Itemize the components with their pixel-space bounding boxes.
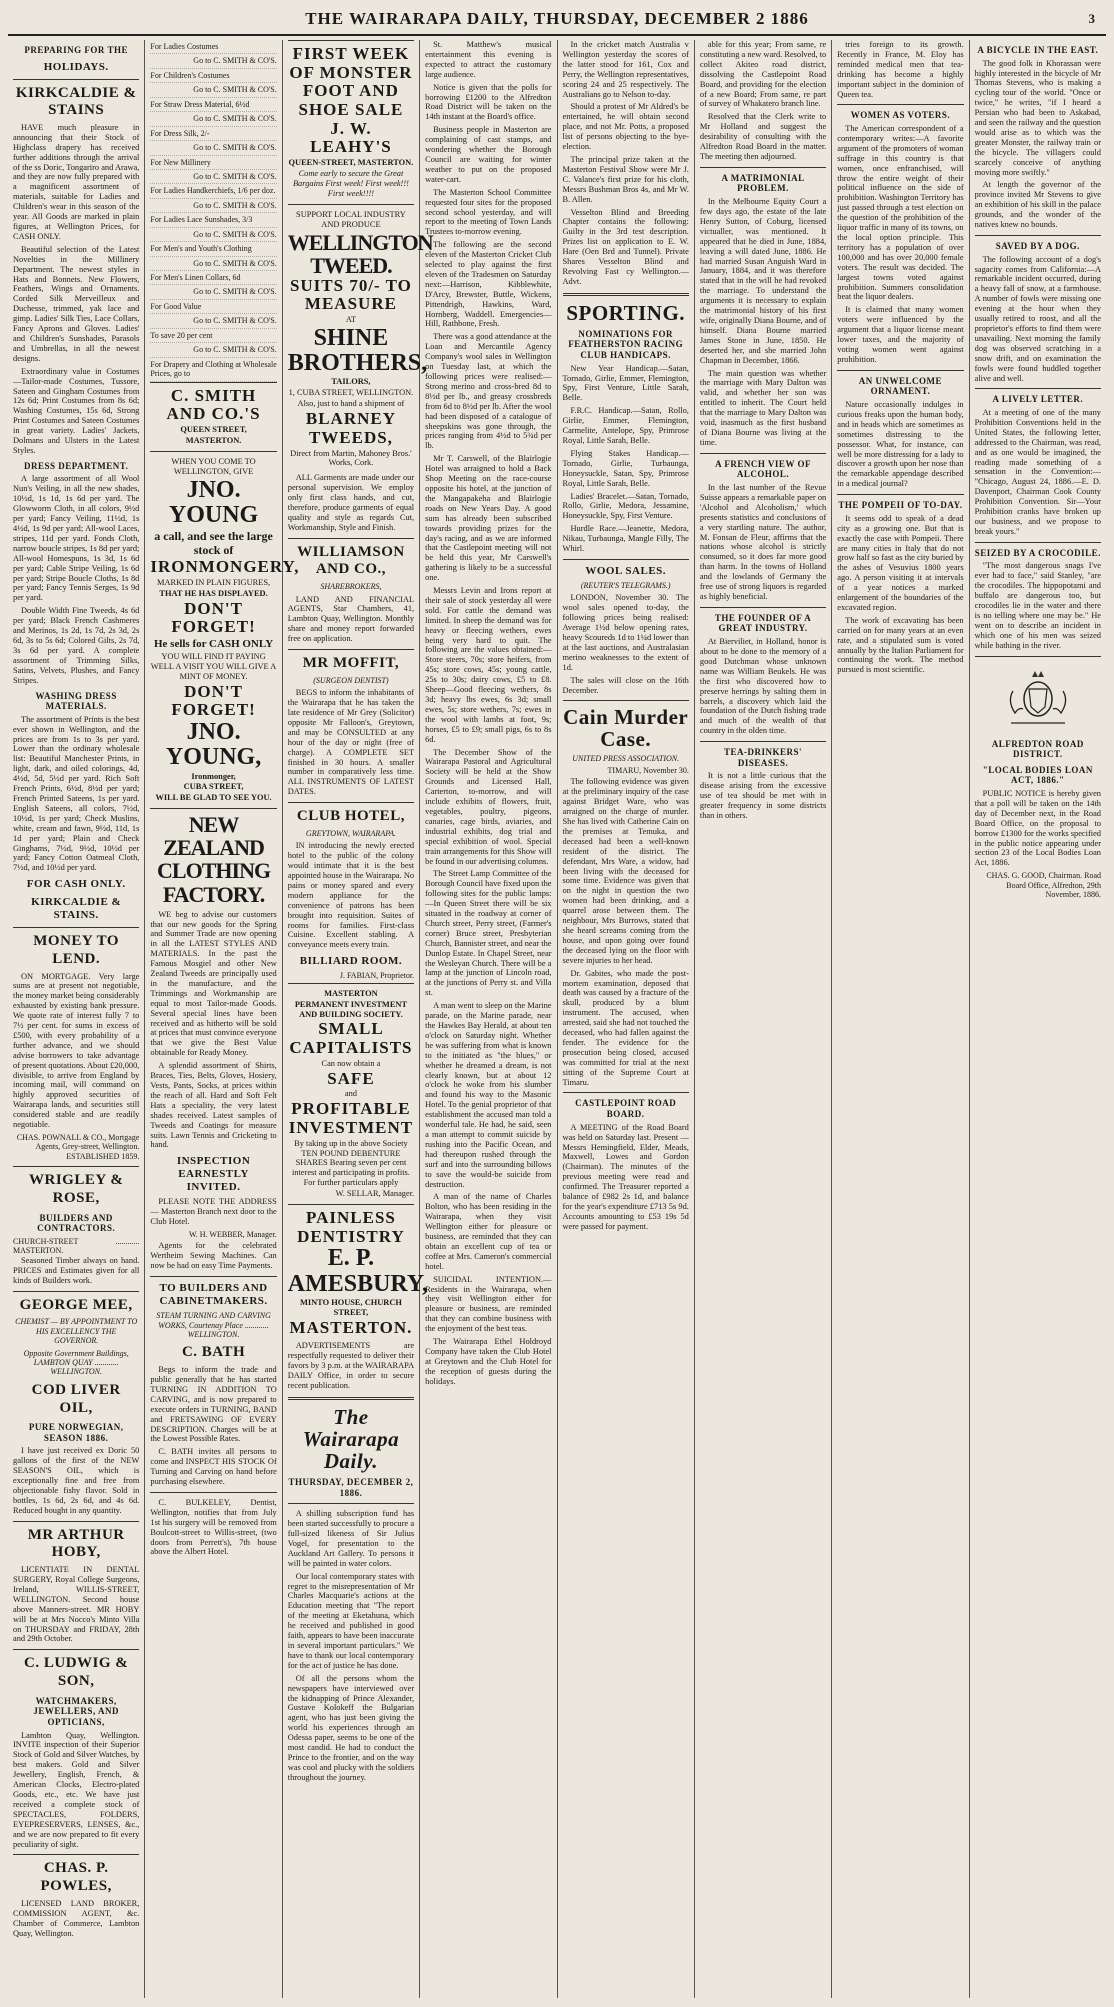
women-voters-heading: WOMEN AS VOTERS.: [850, 110, 951, 121]
nomination: New Year Handicap.—Satan, Tornado, Girlie, Emmer, Flemington, Spy, First Venture, Little Sarah, Belle.: [562, 363, 689, 403]
dog-heading: SAVED BY A DOG.: [995, 241, 1080, 252]
young-ironmongery: IRONMONGERY,: [150, 557, 300, 577]
founder-heading: THE FOUNDER OF A GREAT INDUSTRY.: [714, 612, 812, 634]
wrigley-sub: BUILDERS AND CONTRACTORS.: [37, 1212, 116, 1234]
news-paragraph: The Masterton School Committee requested four sites for the proposed second school yesterday, and will report to the meeting of Town Lands Trustees to-morrow evening.: [425, 187, 552, 237]
news-paragraph: SUICIDAL INTENTION.—Residents in the Wairarapa, when they visit Wellington either for pleasure or business, are reminded that they can combine business with the enjoyment of the best teas.: [425, 1274, 552, 1334]
money-lend-heading: MONEY TO LEND.: [33, 933, 120, 967]
cain-body-2: Dr. Gabites, who made the post-mortem examination, deposed that death was caused by a fracture of the skull, produced by a blunt instrument. The accused, when arrested, said she had not touched the deceased, who had fallen against the fender. The evidence for the prosecution being closed, accused was committed for trial at the next sitting of the Supreme Court at Timaru.: [562, 968, 689, 1087]
column-2: [145, 40, 300, 1998]
tweed-heading: WELLINGTON TWEED.: [287, 229, 433, 278]
smith-town: MASTERTON.: [185, 435, 242, 445]
smith-line: Go to C. SMITH & CO'S.: [150, 343, 276, 357]
shine-heading: SHINE BROTHERS,: [287, 325, 428, 377]
smith-line: Go to C. SMITH & CO'S.: [150, 285, 276, 299]
column-3: [283, 40, 433, 1998]
builders-heading: TO BUILDERS AND CABINETMAKERS.: [159, 1282, 268, 1308]
news-paragraph: There was a good attendance at the Loan and Mercantile Agency Company's wool sales in Wellington on Tuesday last, at which the following prices were realised:—Strong merino and cross-bred 8d to 8½d per lb., and greasy crossbreds from 6d to 8½d per lb. After the wool had been disposed of a catalogue of sheepskins was gone through, the prices ranging from 4½d to 5¾d per lb.: [425, 332, 552, 451]
young-glad: WILL BE GLAD TO SEE YOU.: [155, 793, 272, 803]
news-paragraph: A man of the name of Charles Bolton, who has been residing in the Wairarapa, when they visit Wellington either for pleasure or business, are reminded that they can obtain an excellent cup of tea or coffee at Mrs. Cameron's commercial hotel.: [425, 1192, 552, 1271]
letter-body: At a meeting of one of the many Prohibition Conventions held in the United States, the following letter, addressed to the Chairman, was read, and as one would be imagined, the reading made something of a sensation in the Convention:— "Chicago, August 24, 1886.—E. D. Davenport, Chairman Cook County Prohibition Convention. Sir—Your Prohibition cranks have broken up our business, and we propose to break yours.": [974, 408, 1101, 536]
smith-line: Go to C. SMITH & CO'S.: [150, 112, 276, 126]
ludwig-sub: WATCHMAKERS, JEWELLERS, AND OPTICIANS,: [33, 1695, 119, 1727]
crocodile-body: "The most dangerous snags I've ever had to face," said Stanley, "are the crocodiles. The hippopotami and buffalo are dangerous too, but crocodiles lie in the water and there is no telling where one may be." He went on to describe an incident in which one of his men was seized while bathing in the river.: [974, 561, 1101, 650]
leahy-address: QUEEN-STREET, MASTERTON.: [288, 158, 414, 168]
smith-line: Go to C. SMITH & CO'S.: [150, 141, 276, 155]
wool-sales-sub: (REUTER'S TELEGRAMS.): [580, 580, 671, 590]
kirkcaldie-body-5: The assortment of Prints is the best ever shown in Wellington, and the prices are from 1s to 3s per yard. Lower than the ordinary wholesale list: Beautiful Manchester Prints, in light, dark, and oiled colorings, 4d, 4½d, 5d, 5½d per yard. Rich Soft French Prints, 6½d, 8½d per yard; French Printed Sateens, 1s per yard. English Sateens, all colors, 7½d, 10½d, 1s per yard; Check Muslins, white, cream and fawn, 9½d, 11d, 1s 1d per yard; Plain and Check Ginghams, 7½d, 9½d, 10½d per yard; Fancy Cotton Oatmeal Cloth, 7½d, and 10½d per yard.: [13, 714, 140, 873]
news-paragraph: Resolved that the Clerk write to Mr Holland and suggest the desirability of consulting with the Alfredton Road Board in the matter. The meeting then adjourned.: [699, 112, 827, 161]
columns: [8, 40, 1106, 1998]
nz-clothing-ad: [150, 808, 276, 909]
news-paragraph: The December Show of the Wairarapa Pastoral and Agricultural Society will be held at the Show Grounds and Licensed Hall, Carterton, to-morrow, and will include exhibits of flowers, fruit, vegetables, poultry, pigeons, canaries, cage birds, aviaries, and industrial exhibits, dog trial and special exhibition of wool. Special train arrangements for this Show will be found in our advertising columns.: [425, 747, 552, 866]
blarney-body: Direct from Martin, Mahoney Bros.' Works, Cork.: [290, 448, 412, 468]
smith-line: To save 20 per cent: [150, 329, 276, 343]
moffit-sub: (SURGEON DENTIST): [313, 675, 389, 685]
editorial-2: Our local contemporary states with regret to the misrepresentation of Mr Charles Macquarie's actions at the Education meeting that "The report of the meeting at Eketahuna, which he received and published in good faith, appears to have been inaccurate in several important particulars." We have to thank our local contemporary for the act of justice he has done.: [287, 1571, 415, 1670]
nomination: Ladies' Bracelet.—Satan, Tornado, Rollo, Girlie, Medora, Jessamine, Honeysuckle, Spy, First Venture.: [562, 491, 689, 521]
amesbury-heading: E. P. AMESBURY,: [287, 1245, 429, 1297]
mee-sub: CHEMIST — BY APPOINTMENT TO HIS EXCELLENCY THE GOVERNOR.: [15, 1317, 138, 1346]
codliver-heading: COD LIVER OIL,: [31, 1381, 121, 1416]
building-society-ad: [288, 983, 414, 1204]
smith-line: Go to C. SMITH & CO'S.: [150, 228, 276, 242]
smith-ad: [150, 382, 276, 451]
nomination: Hurdle Race.—Jeanette, Medora, Nikau, Turbaunga, Mangle Filly, The Whirl.: [562, 524, 689, 554]
profitable-label: PROFITABLE INVESTMENT: [288, 1099, 414, 1137]
cain-sub: UNITED PRESS ASSOCIATION.: [572, 753, 680, 763]
editorial-3: Of all the persons whom the newspapers have interviewed over the kidnapping of Prince Alexander, Gustave Kolokeff the Bulgarian agent, who has just been giving the world his experiences through an Odessa paper, seems to be one of the most candid. He had to conduct the Prince to the frontier, and on the way was cool and plucky with the soldiers throughout the journey.: [287, 1673, 415, 1782]
smith-line: Go to C. SMITH & CO'S.: [150, 170, 276, 184]
nz-address: PLEASE NOTE THE ADDRESS— Masterton Branch next door to the Club Hotel.: [150, 1197, 277, 1227]
safe-label: SAFE: [327, 1068, 375, 1088]
bath-body: Begs to inform the trade and public generally that he has started TURNING IN ADDITION TO CARVING, and is now prepared to execute orders in TURNING, BAND and FRETSAWING OF EVERY DESCRIPTION. Charges will be at the Lowest Possible Rates.: [150, 1365, 277, 1444]
bulkeley-notice: C. BULKELEY, Dentist, Wellington, notifies that from July 1st his surgery will be removed from Boulcott-street to Willis-street, (two doors from Perrett's), 7th house above the Albert Hotel.: [150, 1497, 277, 1557]
nomination: Flying Stakes Handicap.—Tornado, Girlie, Turbaunga, Honeysuckle, Satan, Spy, Primrose Royal, Little Sarah, Belle.: [562, 448, 689, 488]
ornament-body: Nature occasionally indulges in curious freaks upon the human body, and in heads which are sometimes as sometimes distressing to the possessor. What, for instance, can well be more distressing for a lady to discover a growth upon her nose than the remarkable appendage described in a medical journal?: [837, 400, 964, 489]
smith-line: Go to C. SMITH & CO'S.: [150, 83, 276, 97]
ornament-heading: AN UNWELCOME ORNAMENT.: [858, 375, 943, 397]
blarney-pre: Also, just to hand a shipment of: [297, 399, 405, 409]
young-ad: [150, 451, 300, 809]
nominations-heading: NOMINATIONS FOR FEATHERSTON RACING CLUB HANDICAPS.: [568, 328, 684, 361]
ludwig-body: Lambton Quay, Wellington. INVITE inspection of their Superior Stock of Gold and Silver Watches, by best makers. Gold and Silver Jewellery, English, French, & American Clocks, Electro-plated Goods, etc., etc. We have just received a complete stock of SPECTACLES, FOLDERS, EYEPRESERVERS, LENSES, &c., and we are now prepared to fit every peculiarity of sight.: [13, 1730, 140, 1849]
matrimonial-heading: A MATRIMONIAL PROBLEM.: [721, 172, 805, 194]
smith-line: For Men's and Youth's Clothing: [150, 242, 276, 256]
column-4: [420, 40, 557, 1998]
young-displayed: THAT HE HAS DISPLAYED.: [159, 588, 268, 598]
blarney-heading: BLARNEY TWEEDS,: [305, 409, 396, 447]
bath-heading: C. BATH: [181, 1344, 246, 1361]
mee-heading: GEORGE MEE,: [19, 1296, 133, 1313]
codliver-sub: PURE NORWEGIAN, SEASON 1886.: [28, 1422, 124, 1443]
dont-forget: DON'T FORGET!: [171, 598, 256, 637]
leahy-heading: J. W. LEAHY'S: [310, 118, 392, 157]
pompeii-heading: THE POMPEII OF TO-DAY.: [838, 500, 963, 511]
dentistry-ad: [287, 1204, 429, 1341]
news-paragraph: Vesselton Blind and Breeding Chapter contains the following: Guilty in the 3rd test description. Prizes list on application to E. W. Hare (Oen Brd and Tunnel). Private Shares Vesselton Blind and Revolving Fast cy Wellington.—Advt.: [562, 207, 689, 286]
kirkcaldie-body-3: A large assortment of all Wool Nun's Veiling, in all the new shades, 10½d, 1s 1d, 1s 6d per yard. The Glowworm Cloth, in all colors, 9½d per yard; Fancy Veiling, 11½d, 1s 4½d, 1s 9d per yard; All-wool Laces, stripes, 11d per yard. Fonds Cloth, narrow boucle stripes, 1s 8d per yard; All-wool Homespuns, 1s 3d, 1s 6d per yard; Cable Stripe Veiling, 1s 6d per yard; Stripe Boucle Cloths, 1s 8d per yard; Fancy Tennis Serges, 1s 9d per yard.: [13, 474, 140, 603]
young-call: a call, and see the large stock of: [154, 528, 273, 558]
column-1: [8, 40, 145, 1998]
column-7: [832, 40, 969, 1998]
hoby-heading: MR ARTHUR HOBY,: [27, 1526, 125, 1561]
nomination: F.R.C. Handicap.—Satan, Rollo, Girlie, Emmer, Flemington, Carmelite, Antelope, Spy, Primrose Royal, Little Sarah, Belle.: [562, 406, 689, 445]
news-paragraph: The following are the second eleven of the Masterton Cricket Club selected to play against the first eleven of the Tradesmen on Saturday next:—Harrison, Kibblewhite, D'Arcy, Brewster, Buttle, Wickens, Pittendrigh, Hawkins, Ward, Hornberg, Waddell. Emergencies—Hill, Rathbone, Fresh.: [425, 240, 552, 329]
tea-heading: TEA-DRINKERS' DISEASES.: [724, 747, 803, 768]
alfredton-body: PUBLIC NOTICE is hereby given that a poll will be taken on the 14th day of December next, in the Road Board Office, on the proposal to borrow £1300 for the works specified in the public notice appearing under section 23 of the Local Bodies Loan Act, 1886.: [974, 789, 1101, 868]
young-name-2: JNO. YOUNG,: [165, 719, 262, 771]
crocodile-heading: SEIZED BY A CROCODILE.: [974, 547, 1101, 558]
young-marked: MARKED IN PLAIN FIGURES,: [157, 577, 271, 587]
news-paragraph: tries foreign to its growth. Recently in France, M. Eloy has reminded medical men that tea-drinking has become a highly important subject in the dominion of Queen tea.: [837, 40, 964, 99]
nz-signature: W. H. WEBBER, Manager.: [188, 1229, 277, 1239]
billiard-room: BILLIARD ROOM.: [299, 955, 403, 968]
masthead-title: THE WAIRARAPA DAILY, THURSDAY, DECEMBER 2 1886: [305, 9, 809, 28]
masterton-label: MASTERTON: [324, 988, 378, 998]
smith-line: Go to C. SMITH & CO'S.: [150, 199, 276, 213]
smith-line: Go to C. SMITH & CO'S.: [150, 54, 276, 68]
founder-body: At Bierviliet, in Holland, honor is about to be done to the memory of a good Dutchman whose unknown name was William Beukels. He was the first who discovered how to preserve herrings by salting them in barrels, a discovery which laid the foundation of the Dutch fishing trade and much of the wealth of that country in the olden time.: [699, 637, 827, 736]
alfredton-signature: CHAS. G. GOOD, Chairman. Road Board Office, Alfredton, 29th November, 1886.: [986, 871, 1101, 900]
nz-body: WE beg to advise our customers that our new goods for the Spring and Summer Trade are now opening in all the LATEST STYLES AND MATERIALS. In the past the Famous Mosgiel and other New Zealand Tweeds are principally used in the manufacture, and the Trimmings and Workmanship are equal to most Tailor-made Goods. Several special lines have been received and as hitherto will be sold at prices that must convince everyone that we give the Best Value obtainable for Ready Money.: [150, 909, 277, 1058]
column-8: [970, 40, 1106, 1998]
masthead: [8, 4, 1106, 36]
shine-address: 1, CUBA STREET, WELLINGTON.: [288, 388, 414, 398]
kirkcaldie-footer: KIRKCALDIE & STAINS.: [31, 896, 122, 922]
hoby-body: LICENTIATE IN DENTAL SURGERY, Royal College Surgeons, Ireland, WILLIS-STREET, WELLINGTON. Second house above Manners-street. MR HOBY will be at Mrs Nocco's Minto Villa on THURSDAY and FRIDAY, 28th and 29th October.: [13, 1565, 140, 1644]
young-trade: Ironmonger,: [191, 771, 236, 781]
tweed-at: AT: [345, 315, 357, 325]
builders-body: STEAM TURNING AND CARVING WORKS, Courtenay Place ............ WELLINGTON.: [156, 1311, 271, 1339]
cain-heading: Cain Murder Case.: [563, 705, 689, 752]
smith-line: For Dress Silk, 2/-: [150, 127, 276, 141]
wrigley-heading: WRIGLEY & ROSE,: [29, 1172, 124, 1206]
dress-department-heading: DRESS DEPARTMENT.: [24, 460, 129, 471]
paper-dateline: THURSDAY, DECEMBER 2, 1886.: [288, 1477, 414, 1498]
kirkcaldie-intro: HAVE much pleasure in announcing that their Stock of Highclass drapery has received further additions through the arrival of the ss Doric, Tongariro and Arawa, and they are now fully prepared with a magnificent assortment of materials, suitable for Ladies and Children's wear in this season of the year. All Goods are marked in plain figures, at Wellington Prices, for CASH ONLY.: [13, 122, 140, 241]
inspection-invited: INSPECTION EARNESTLY INVITED.: [176, 1155, 251, 1194]
smith-line: For Children's Costumes: [150, 69, 276, 83]
smith-line: For Straw Dress Material, 6½d: [150, 98, 276, 112]
cain-body: The following evidence was given at the preliminary inquiry of the case against Bridget Ware, who was arraigned on the charge of murder. She has lived with Catherine Cain on the premises at Temuka, and deceased had been a well-known resident of the district. The defendant, Mrs Ware, a widow, had been living with the deceased for some time. Evidence was given that on the night in question the two women had been drinking, and a quarrel arose between them. The neighbour, Mrs Burrows, stated that she heard screams coming from the house, and upon going over found the deceased lying on the floor with severe injuries to her head.: [562, 777, 689, 965]
holidays-heading: HOLIDAYS.: [43, 60, 109, 73]
club-hotel-signature: J. FABIAN, Proprietor.: [339, 971, 415, 981]
bicycle-body-2: At length the governor of the province invited Mr Stevens to give an exhibition of his skill in the palace grounds, and the wonder of the natives knew no bounds.: [974, 180, 1101, 230]
permanent-label: PERMANENT INVESTMENT AND BUILDING SOCIETY.: [294, 999, 408, 1019]
painless-heading: PAINLESS DENTISTRY: [297, 1208, 405, 1246]
garments-body: ALL Garments are made under our personal supervision. We employ only first class hands, and cut, therefore, produce garments of equal quality and style as regards Cut, Workmanship, Style and Finish.: [287, 473, 415, 532]
news-paragraph: In the cricket match Australia v Wellington yesterday the scores of the latter stood for 161, Cox and Perry, the Wellington representatives, scoring 24 and 25 respectively. The Australians go to Nelson to-day.: [562, 40, 689, 99]
smith-line: For New Millinery: [150, 156, 276, 170]
kirkcaldie-body-4: Double Width Fine Tweeds, 4s 6d per yard; Black French Cashmeres and Merinos, 1s 2d, 1s 7d, 2s 3d, 2s 6d, 3s to 5s 6d; Colored Gilts, 2s 7d, 3s 6d per yard. A complete assortment of Trimming Silks, Satins, Velvets, Plushes, and Fancy Stripes.: [13, 606, 140, 685]
alcohol-heading: A FRENCH VIEW OF ALCOHOL.: [715, 458, 812, 480]
moffit-body: BEGS to inform the inhabitants of the Wairarapa that he has taken the late residence of Mr Grey (Solicitor) opposite Mr Falloon's, Greytown, and may be CONSULTED at any hour of the day or night (free of charge). A COMPLETE SET finished in 30 hours. A smaller number in comparatively less time. ALL INSTRUMENTS OF LATEST DATES.: [287, 688, 415, 797]
tweed-suits: SUITS 70/- TO MEASURE: [289, 275, 412, 314]
williamson-sub: SHAREBROKERS,: [320, 582, 382, 592]
smith-line: Go to C. SMITH & CO'S.: [150, 257, 276, 271]
editorial-1: A shilling subscription fund has been started successfully to procure a full-sized likeness of Sir Julius Vogel, for presentation to the Auckland Art Gallery. To persons it will be painted in water colors.: [287, 1509, 415, 1568]
moffit-heading: MR MOFFIT,: [302, 655, 400, 672]
smith-line: For Men's Linen Collars, 6d: [150, 271, 276, 285]
powles-body: LICENSED LAND BROKER, COMMISSION AGENT, &c. Chamber of Commerce, Lambton Quay, Wellington.: [13, 1898, 140, 1938]
young-name: JNO. YOUNG: [168, 476, 259, 528]
news-paragraph: able for this year; From same, re constituting a new ward. Resolved, to collect Akiteo road district, dissolving the Castlepoint Road Board, and providing for the election of a new Board; From same, re part of survey of Whakatero branch line.: [699, 40, 827, 109]
column-5: [558, 40, 695, 1998]
royal-arms-icon: [975, 663, 1101, 733]
sale-ad: [288, 40, 414, 204]
loan-act-heading: "LOCAL BODIES LOAN ACT, 1886.": [982, 764, 1093, 786]
club-hotel-body: IN introducing the newly erected hotel to the public of the colony would intimate that it is the best appointed house in the Wairarapa. No pains or money spared and every modern appliance for the convenience of patrons has been brought into requisition. Suites of rooms for families. First-class Cuisine. Excellent stabling. A conveyance meets every train.: [287, 841, 415, 950]
matrimonial-body-2: The main question was whether the marriage with Mary Dalton was valid, and whether her son was entitled to inherit. The Court held that the marriage to Mary Dalton was void, inasmuch as the first husband of Diana Bourne was living at the time.: [699, 368, 827, 447]
castlepoint-body: A MEETING of the Road Board was held on Saturday last. Present — Messrs Hemingfield, Elder, Meads, Maxwell, Lowes and Gordon (Chairman). The minutes of the previous meeting were read and confirmed. The Treasurer reported a balance of £982 2s 1d, and balance for the year's expenditure £713 5s 9d. Accounts amounting to £53 19s 5d were passed for payment.: [562, 1122, 689, 1231]
nz-heading: NEW ZEALAND: [163, 812, 264, 861]
nz-heading-2: CLOTHING FACTORY.: [157, 858, 271, 907]
matrimonial-body: In the Melbourne Equity Court a few days ago, the estate of the late Henry Sutton, of Coburg, licensed victualler, was mentioned. It appeared that he died in June, 1884, leaving a will dated June, 1886. He had married Susan Anguish Ward in January, 1884, and it was therefore stated that in the will he had revoked the marriage. To understand the arguments it is necessary to explain the matrimonial history of his first wife, originally Diana Bourne, and of himself. Diana Bourne married James Stone in June, 1850. He deserted her, and she married John Chapman in December, 1866.: [699, 197, 827, 365]
codliver-body: I have just received ex Doric 50 gallons of the first of the NEW SEASON'S OIL, which is exceptionally fine and free from objectionable fishy flavor. Sold in bottles, 1s 6d, 2s 6d, and 4s 6d. Reduced bought in any quantity.: [13, 1446, 140, 1515]
nz-body-2: A splendid assortment of Shirts, Braces, Ties, Belts, Gloves, Hosiery, Vests, Pants, Socks, at prices within the reach of all. Hard and Soft Felt Hats a speciality, the very latest shades received. Latest samples of Tweeds and Coatings for measure suits. Lawn Tennis and Cricketing to hand.: [150, 1061, 277, 1150]
holidays-preface: PREPARING FOR THE: [24, 45, 129, 55]
wool-sales-heading: WOOL SALES.: [585, 564, 667, 577]
amesbury-town: MASTERTON.: [289, 1317, 413, 1337]
mee-address: Opposite Government Buildings, LAMBTON QUAY ............ WELLINGTON.: [23, 1348, 129, 1377]
kirkcaldie-heading: KIRKCALDIE & STAINS: [15, 84, 137, 119]
wrigley-address: CHURCH-STREET ............ MASTERTON.: [13, 1236, 140, 1256]
castlepoint-heading: CASTLEPOINT ROAD BOARD.: [575, 1098, 677, 1120]
pompeii-body: It seems odd to speak of a dead city as a growing one. But that is exactly the case with Pompeii. There are many cities in Italy that do not grow half so fast as the city buried by the ashes of Vesuvius 1800 years ago. A person visiting it at intervals of a year notices a marked enlargement of the boundaries of the excavated region.: [837, 513, 964, 612]
tweed-ad: [287, 204, 433, 474]
young-street: CUBA STREET,: [183, 782, 244, 792]
smith-line: For Drapery and Clothing at Wholesale Prices, go to: [150, 358, 276, 382]
cain-date: TIMARU, November 30.: [607, 765, 689, 775]
letter-heading: A LIVELY LETTER.: [992, 394, 1084, 405]
powles-heading: CHAS. P. POWLES,: [40, 1860, 112, 1895]
kirkcaldie-body-1: Beautiful selection of the Latest Novelties in the Millinery Department. The newest styles in Hats and Bonnets. New Flowers, Feathers, Wings and Ornaments. Corded Silk Merveilleux and Duchesse, trimmed, yak lace and gimp. Ladies' Silk Ties, Lace Collars, Fancy Aprons and Gloves. Ladies' and Children's Sunshades, Parasols and Umbrellas, in all the newest designs.: [13, 244, 140, 363]
news-paragraph: Mr T. Carswell, of the Blairlogie Hotel was arraigned to hold a Back Shop Meeting on the race-course opposite his hotel, at the junction of the Mangapakeha and Blairlogie roads on New Years Day. A good sum has already been subscribed towards providing prizes for the day's racing, and as we are informed that the Castlepoint meeting will not be held this year, Mr Carswell's gathering is likely to be a successful one.: [425, 454, 552, 583]
investment-body: By taking up in the above Society TEN POUND DEBENTURE SHARES Bearing seven per cent interest and participating in profits. For further particulars apply: [291, 1138, 410, 1188]
smith-line: For Ladies Costumes: [150, 40, 276, 54]
bath-signature: C. BATH invites all persons to come and INSPECT HIS STOCK Of Turning and Carving on hand before purchasing elsewhere.: [150, 1447, 277, 1487]
bicycle-heading: A BICYCLE IN THE EAST.: [977, 45, 1099, 55]
support-local: SUPPORT LOCAL INDUSTRY AND PRODUCE: [296, 209, 406, 229]
money-lend-body: ON MORTGAGE. Very large sums are at present not negotiable, the money market being considerably exhausted by existing bank pressure. We quote rate of interest fully 7 to 7½ per cent. for sums in excess of £500, with every probability of a further advance, and we should advise borrowers to take advantage of present quotations. About £20,000, divisible, to arrive from England by incoming mail, will command on highly approved securities of Wairarapa lands, and securities still considered stable and are readily negotiable.: [13, 971, 140, 1130]
alcohol-body: In the last number of the Revue Suisse appears a remarkable paper on 'Alcohol and Alcoholism,' which presents statistics and conclusions of a very startling nature. The author, M. Fonsan de Fleur, affirms that the nations whose alcohol is strictly consumed, so it does far more good than harm. In the towns of Holland and the lowlands of Germany the free use of strong liquors is regarded as highly beneficial.: [699, 482, 827, 601]
young-body: YOU WILL FIND IT PAYING WELL A VISIT YOU WILL GIVE A MINT OF MONEY.: [150, 652, 277, 681]
smith-line: For Ladies Lace Sunshades, 3/3: [150, 213, 276, 227]
news-paragraph: Business people in Masterton are complaining of cast stamps, and wondering whether the Borough Council are waiting for winter weather to put on the proposed water-cart.: [425, 125, 552, 184]
amesbury-address: MINTO HOUSE, CHURCH STREET,: [299, 1297, 402, 1317]
wool-sales-body: LONDON, November 30. The wool sales opened to-day, the following prices being realised: Average 1½d below opening rates, heavy Scoureds 1d to 1¼d lower than at the last auctions, and Australasian merino weaknesses to the extent of 1d.: [562, 593, 689, 672]
smith-line: For Good Value: [150, 300, 276, 314]
smith-street: QUEEN STREET,: [180, 424, 247, 434]
column-6: [695, 40, 832, 1998]
and-label: and: [344, 1089, 357, 1099]
dont-forget-2: DON'T FORGET!: [171, 681, 256, 720]
money-lend-signature: CHAS. POWNALL & CO., Mortgage Agents, Grey-street, Wellington. ESTABLISHED 1859.: [16, 1133, 140, 1161]
club-hotel-heading: CLUB HOTEL,: [296, 808, 405, 825]
smith-name: C. SMITH AND CO.'S: [166, 385, 261, 424]
women-voters-body-2: It is claimed that many women voters were influenced by the argument that a liquor license meant lower taxes, and the majority of voting women went against prohibition.: [837, 305, 964, 364]
shine-sub: TAILORS,: [331, 377, 371, 387]
kirkcaldie-body-2: Extraordinary value in Costumes—Tailor-made Costumes, Tussore, Sateen and Gingham Costumes from 12s 6d; Print Costumes from 8s 6d; Washing Costumes, 15s 6d, Strong Print Costumes and Sateen Costumes in great variety. Ladies' Jackets, Dolmans and Ulsters in the Latest Styles.: [13, 366, 140, 455]
tea-body: It is not a little curious that the disease arising from the excessive use of tea should be met with in greater frequency in some districts than in others.: [699, 771, 827, 820]
women-voters-body: The American correspondent of a contemporary writes:—A favorite argument of the promoters of woman suffrage in this country is that women, once enfranchised, will throw the entire weight of their political influence on the side of prohibition. Washington Territory has just passed through a test election on the question of the prohibition of the liquor traffic in many of its towns, on the local option principle. This territory has a population of over 100,000 and has over 20,000 female voters. The result was decided. The largest towns voted against prohibition. Summers consolidation beat the liquor dealers.: [837, 124, 964, 302]
williamson-heading: WILLIAMSON AND CO.,: [297, 543, 405, 578]
club-hotel-sub: GREYTOWN, WAIRARAPA.: [305, 828, 396, 838]
williamson-body: LAND AND FINANCIAL AGENTS, Star Chambers, 41, Lambton Quay, Wellington. Monthly share and money report forwarded free on application.: [287, 594, 415, 644]
wrigley-body: Seasoned Timber always on hand. PRICES and Estimates given for all kinds of Builders work.: [13, 1255, 140, 1285]
can-obtain: Can now obtain a: [321, 1058, 381, 1068]
page-number: 3: [1088, 11, 1096, 26]
news-paragraph: The principal prize taken at the Masterton Festival Show were Mr J. C. Valance's first prize for his cloth, Messrs Bushman Bros 4s, and Mr W. B. Allen.: [562, 154, 689, 204]
news-paragraph: Notice is given that the polls for borrowing £1200 to the Alfredton Road District will be taken on the 14th instant at the Board's office.: [425, 82, 552, 122]
news-paragraph: The Street Lamp Committee of the Borough Council have fixed upon the following sites for the public lamps:—In Queen Street there will be six situated in the roadway at corner of Church street, Perry street, (Farmer's corner) Bruce street, Presbyterian Church, Bannister street, and near the Dunlop Estate. In Chapel Street, near the Wesleyan Church. There will be a lamp at the junction of Lincoln road, at the junctions of Perry st. and Villa st.: [425, 869, 552, 998]
news-paragraph: Messrs Levin and Irons report at their sale of stock yesterday all were sold. For cattle the demand was limited. In sheep the demand was for heavy or fleecing wethers, ewes being very hard to quit. The following are the values obtained:—Store steers, 70s; store heifers, from 45s; store cows, 45s; young cattle, 25s to 30s; dairy cows, £5 to £8. Sheep—Good fleecing wethers, 8s 3d; heavy lbs ewes, 6s 3d; small ewes, 5s; store wethers, 7s; ewes in the wool with lambs at foot, 9s; horses, £5 to £9; small pigs, 6s to 8s 6d.: [425, 586, 552, 744]
news-paragraph: Should a protest of Mr Aldred's be entertained, he will obtain second place, and not Mr. Potts, a proposed list of persons objecting to the bye-election.: [562, 102, 689, 152]
smith-list: [150, 40, 276, 382]
sells-cash: He sells for CASH ONLY: [153, 638, 274, 651]
small-capitalists: SMALL CAPITALISTS: [289, 1019, 413, 1058]
sewing-machines: Agents for the celebrated Wertheim Sewing Machines. Can now be had on easy Time Payments.: [150, 1241, 277, 1271]
news-paragraph: St. Matthew's musical entertainment this evening is expected to attract the customary large audience.: [425, 40, 552, 79]
cash-only: FOR CASH ONLY.: [26, 878, 126, 891]
dog-body: The following account of a dog's sagacity comes from California:—A remarkable incident occurred, during a heavy fall of snow, at a farmhouse. A number of fowls were missing one evening at the hour when they usually retired to roost, and all the proprietor's efforts to find them were unavailing. Next morning the family dog was observed scratching in a snow drift, and on examination the fowls were found huddled together alive and well.: [974, 254, 1101, 383]
sporting-heading: SPORTING.: [566, 300, 686, 325]
sale-heading: FIRST WEEK OF MONSTER FOOT AND SHOE SALE: [289, 44, 413, 120]
pompeii-body-2: The work of excavating has been carried on for many years at an even rate, and a stipulated sum is voted annually by the Italian Parliament for continuing the work. The method pursued is most scientific.: [837, 615, 964, 675]
leahy-body: Come early to secure the Great Bargains First week! First week!!! First week!!!!: [292, 169, 409, 198]
ludwig-heading: C. LUDWIG & SON,: [24, 1655, 129, 1690]
washing-heading: WASHING DRESS MATERIALS.: [35, 690, 117, 712]
young-intro: WHEN YOU COME TO WELLINGTON, GIVE: [171, 456, 256, 476]
paper-name: The Wairarapa Daily.: [302, 1404, 400, 1473]
news-paragraph: A man went to sleep on the Marine parade, on the Marine parade, near the Hawkes Bay Herald, at about ten o'clock on Saturday night. Whether he was suffering from what is known to the initiated as "the blues," or whether he dreamed a dream, is not clearly known, but at about 12 o'clock he woke from his slumber and found his way to the Masonic Hotel. To the genial proprietor of that establishment the accused man told a wonderful tale. He had, he said, seen a man attempt to commit suicide by rushing into the Pacific Ocean, and had thereupon rushed through the surf and into the surrounding billows to save the would-be suicide from destruction.: [425, 1001, 552, 1189]
smith-line: For Ladies Handkerchiefs, 1/6 per doz.: [150, 184, 276, 198]
bicycle-body: The good folk in Khorassan were highly interested in the bicycle of Mr Thomas Stevens, who is making a cycling tour of the world. "Once or twice," he writes, "if I heard a Persian who had been to Askabad, and seen the railway and the question would arise as to which was the greater Monster, the railway train or the bicycle. The villagers could scarcely conceive of anything moving more swiftly.": [974, 58, 1101, 177]
wool-sales-body-2: The sales will close on the 16th December.: [562, 675, 689, 695]
advertisement-notice: ADVERTISEMENTS are respectfully requested to deliver their favors by 3 p.m. at the WAIRARAPA DAILY Office, in order to secure recent publication.: [287, 1341, 415, 1390]
investment-signature: W. SELLAR, Manager.: [335, 1189, 415, 1199]
news-paragraph: The Wairarapa Ethel Holdroyd Company have taken the Club Hotel at Greytown and the Club Hotel for the reception of guests during the holidays.: [425, 1337, 552, 1386]
alfredton-heading: ALFREDTON ROAD DISTRICT.: [991, 738, 1084, 760]
smith-line: Go to C. SMITH & CO'S.: [150, 314, 276, 328]
